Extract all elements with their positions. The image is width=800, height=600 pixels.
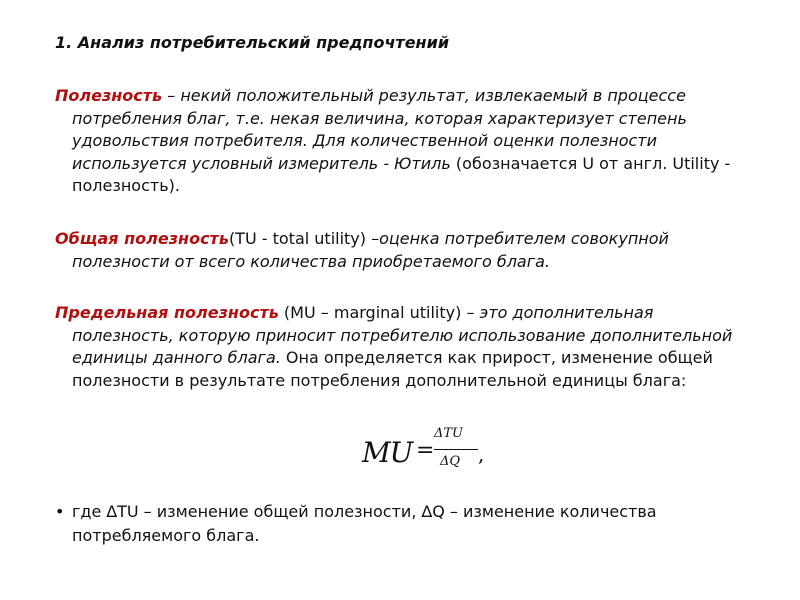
formula-note-text: где ∆TU – изменение общей полезности, ∆Q – изменение количества потребляемого блага. [72,502,657,545]
marginal-utility-abbrev: (MU – marginal utility) – [278,303,480,322]
total-utility-description: оценка потребителем совокупной полезности от всего количества приобретаемого блага. [72,229,669,271]
utility-description: некий положительный результат, извлекаемый в процессе потребления благ, т.е. некая величина, которая характеризует степень удовольствия потребителя. Для количественной оценки полезности используется условный измеритель - Ютиль [72,86,687,173]
formula-lhs: MU [362,436,413,469]
total-utility-definition [55,228,755,273]
formula-numerator: ΔTU [434,426,464,441]
marginal-utility-definition [55,302,755,392]
formula-note [55,500,775,548]
utility-unit-note: (обозначается U от англ. Utility - полезность). [72,153,731,195]
marginal-utility-description: это дополнительная полезность, которую приносит потребителю использование дополнительной единицы данного блага. [72,303,733,367]
marginal-utility-formula [362,424,492,480]
dash: – [162,86,181,105]
slide-heading: 1. Анализ потребительский предпочтений [55,33,450,52]
total-utility-abbrev: (TU - total utility) – [228,229,380,248]
formula-fraction-bar [434,449,478,450]
term-utility: Полезность [55,86,163,105]
bullet-icon: • [55,502,65,521]
marginal-utility-text [55,302,755,392]
total-utility-text [55,228,755,273]
formula-equals: = [416,438,435,463]
formula-denominator: ΔQ [440,454,461,469]
utility-definition [55,85,755,198]
term-total-utility: Общая полезность [55,229,229,248]
term-marginal-utility: Предельная полезность [55,303,279,322]
utility-definition-text [55,85,755,198]
formula-comma: , [478,442,485,466]
marginal-utility-explanation: Она определяется как прирост, изменение общей полезности в результате потребления дополнительной единицы блага: [72,348,713,390]
